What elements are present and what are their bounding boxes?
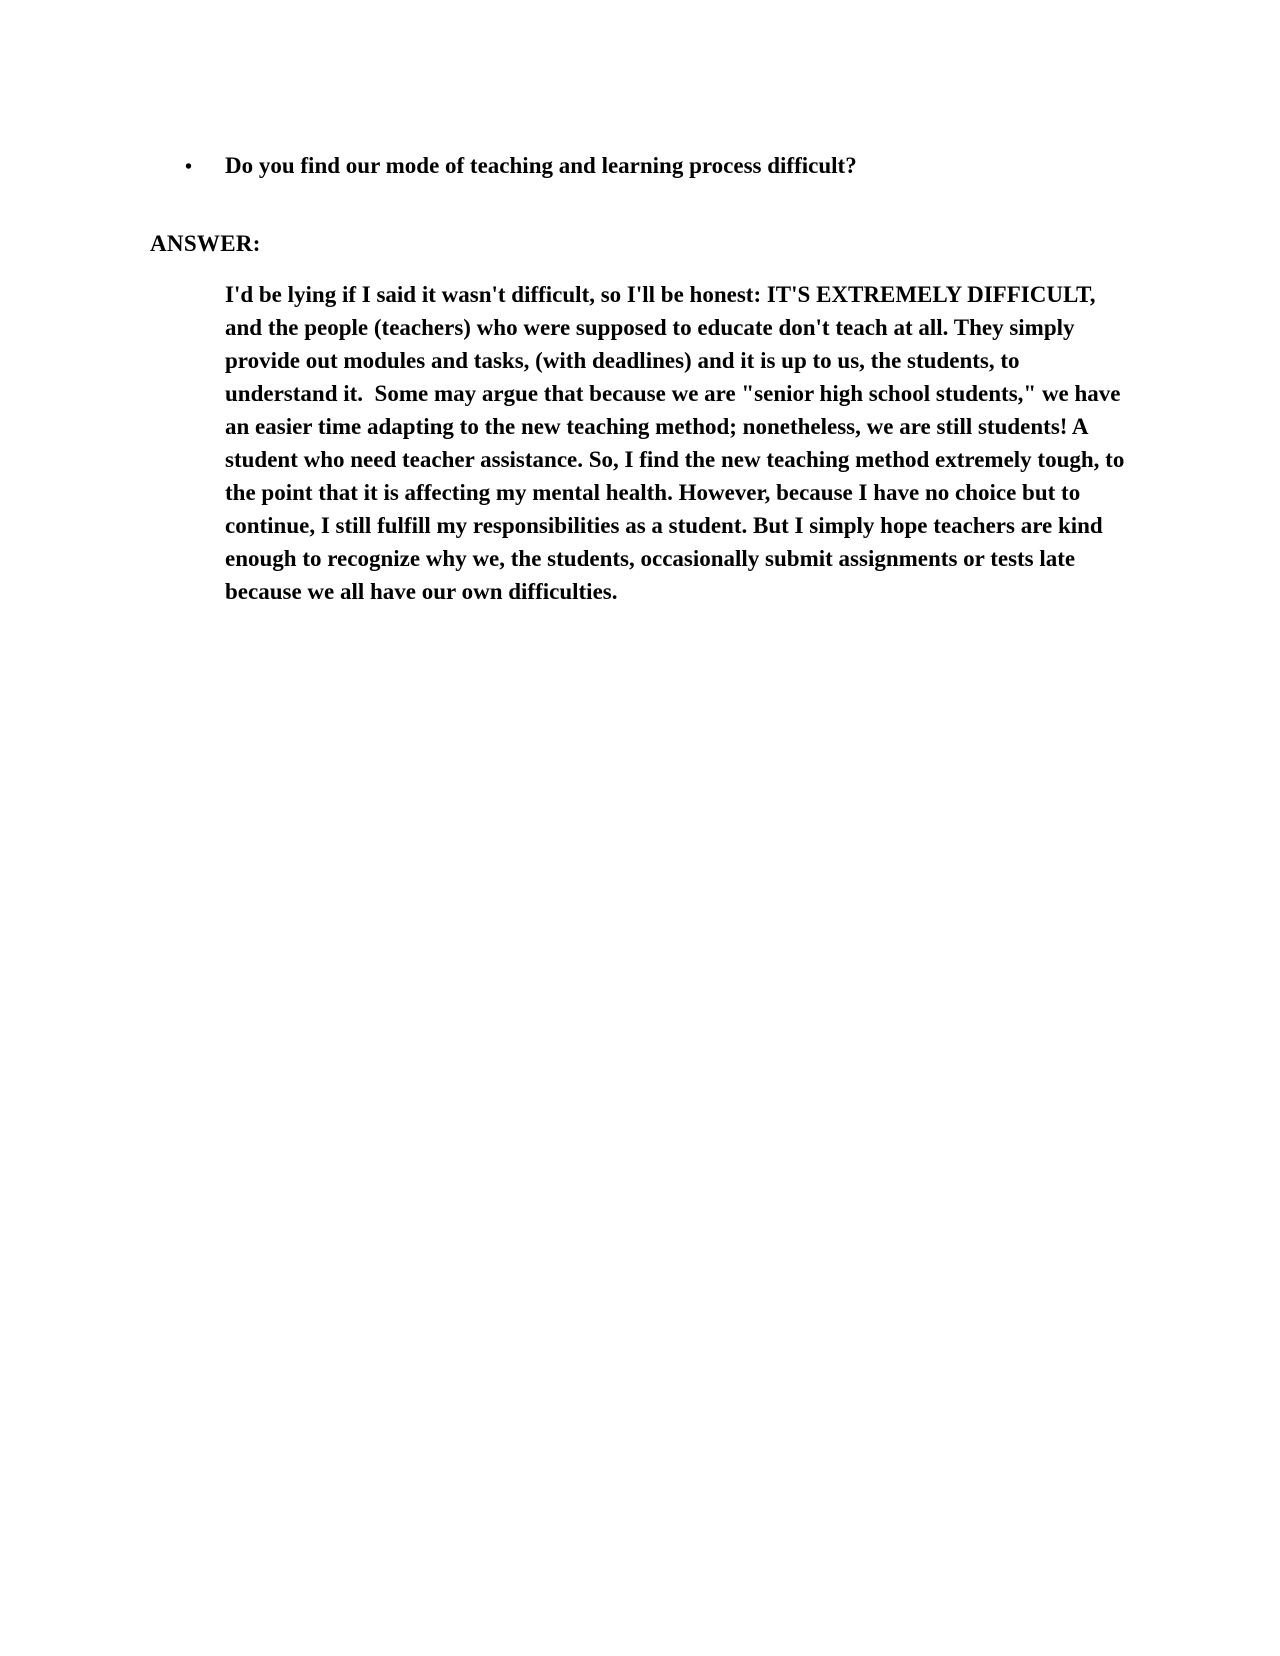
answer-paragraph: I'd be lying if I said it wasn't difficult, so I'll be honest: IT'S EXTREMELY DIFFICULT, and the people (teachers) who were supposed to educate don't teach at all. They simply provide out modules and tasks, (with deadlines) and it is up to us, the students, to understand it. Some may argue that because we are "senior high school students," we have an easier time adapting to the new teaching method; nonetheless, we are still students! A student who need teacher assistance. So, I find the new teaching method extremely tough, to the point that it is affecting my mental health. However, because I have no choice but to continue, I still fulfill my responsibilities as a student. But I simply hope teachers are kind enough to recognize why we, the students, occasionally submit assignments or tests late because we all have our own difficulties. [225,282,1131,604]
answer-label: ANSWER: [150,231,261,256]
bullet-icon: • [185,156,193,178]
question-text: Do you find our mode of teaching and learning process difficult? [225,153,857,178]
question-item [150,150,1150,183]
